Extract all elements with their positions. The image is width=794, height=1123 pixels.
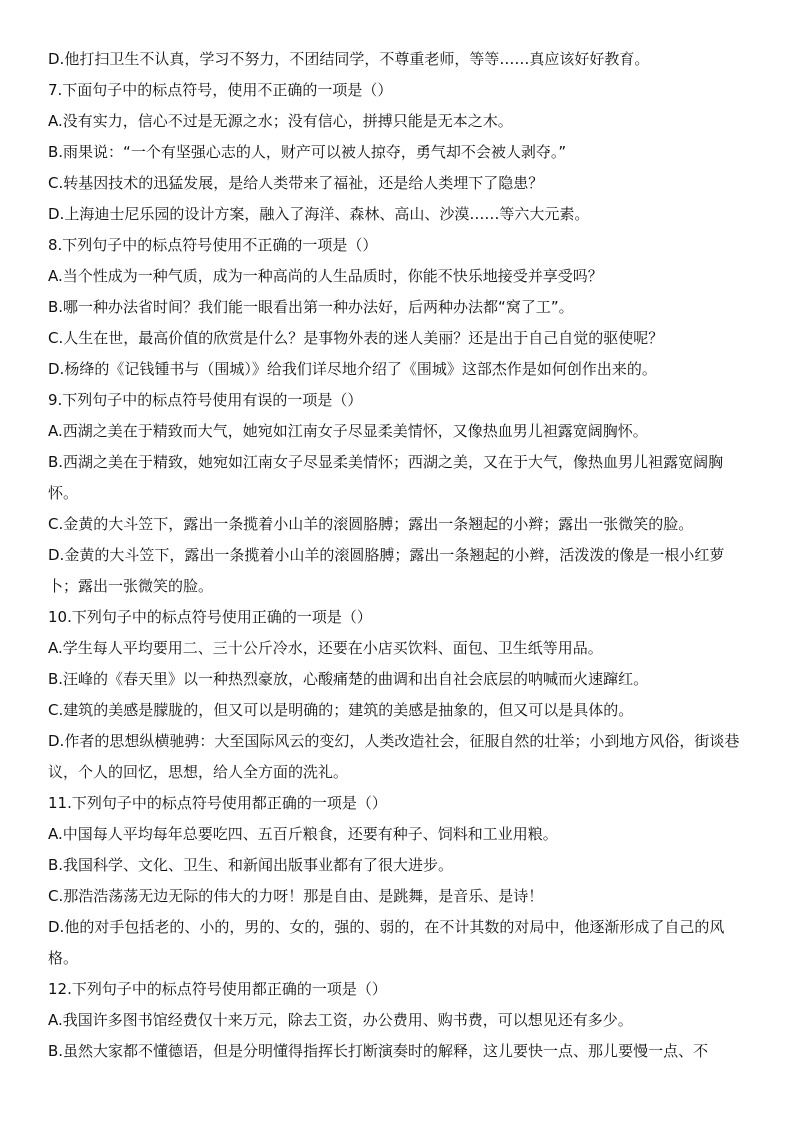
option-d-line: D.他打扫卫生不认真，学习不努力，不团结同学，不尊重老师，等等……真应该好好教育。: [48, 50, 650, 68]
option-b: B.汪峰的《春天里》以一种热烈豪放，心酸痛楚的曲调和出自社会底层的呐喊而火速蹿红。: [48, 670, 649, 688]
option-a: A.中国每人平均每年总要吃四、五百斤粮食，还要有种子、饲料和工业用粮。: [48, 825, 558, 843]
option-c: C.金黄的大斗笠下，露出一条揽着小山羊的滚圆胳膊；露出一条翘起的小辫；露出一张微笑的脸。: [48, 515, 694, 533]
option-a: A.没有实力，信心不过是无源之水；没有信心，拼搏只能是无本之木。: [48, 112, 513, 130]
option-d: D.杨绛的《记钱锺书与（围城）》给我们详尽地介绍了《围城》这部杰作是如何创作出来的。: [48, 360, 657, 378]
option-b: B.雨果说：“一个有坚强心志的人，财产可以被人掠夺，勇气却不会被人剥夺。”: [48, 143, 567, 161]
option-d: D.上海迪士尼乐园的设计方案，融入了海洋、森林、高山、沙漠……等六大元素。: [48, 205, 590, 223]
option-b: B.我国科学、文化、卫生、和新闻出版事业都有了很大进步。: [48, 856, 454, 874]
question-7: 7.下面句子中的标点符号，使用不正确的一项是（）: [48, 81, 393, 99]
option-d: D.金黄的大斗笠下，露出一条揽着小山羊的滚圆胳膊；露出一条翘起的小辫，活泼泼的像是一根小红萝卜；露出一张微笑的脸。: [48, 546, 725, 595]
option-c: C.建筑的美感是朦胧的，但又可以是明确的；建筑的美感是抽象的，但又可以是具体的。: [48, 701, 634, 719]
option-c: C.人生在世，最高价值的欣赏是什么？是事物外表的迷人美丽？还是出于自己自觉的驱使呢？: [48, 329, 664, 347]
option-c: C.转基因技术的迅猛发展，是给人类带来了福祉，还是给人类埋下了隐患？: [48, 174, 544, 192]
option-a: A.西湖之美在于精致而大气，她宛如江南女子尽显柔美情怀，又像热血男儿袒露宽阔胸怀。: [48, 422, 648, 440]
question-8: 8.下列句子中的标点符号使用不正确的一项是（）: [48, 236, 378, 254]
option-d: D.他的对手包括老的、小的，男的、女的，强的、弱的，在不计其数的对局中，他逐渐形成了自己的风格。: [48, 918, 725, 967]
question-10: 10.下列句子中的标点符号使用正确的一项是（）: [48, 608, 372, 626]
option-b: B.哪一种办法省时间？我们能一眼看出第一种办法好，后两种办法都“窝了工”。: [48, 298, 574, 316]
question-9: 9.下列句子中的标点符号使用有误的一项是（）: [48, 391, 363, 409]
option-a: A.学生每人平均要用二、三十公斤冷水，还要在小店买饮料、面包、卫生纸等用品。: [48, 639, 603, 657]
question-12: 12.下列句子中的标点符号使用都正确的一项是（）: [48, 980, 387, 998]
option-c: C.那浩浩荡荡无边无际的伟大的力呀！那是自由、是跳舞，是音乐、是诗！: [48, 887, 544, 905]
option-d: D.作者的思想纵横驰骋：大至国际风云的变幻，人类改造社会，征服自然的壮举；小到地方风俗，街谈巷议，个人的回忆，思想，给人全方面的洗礼。: [48, 732, 740, 781]
option-a: A.当个性成为一种气质，成为一种高尚的人生品质时，你能不快乐地接受并享受吗？: [48, 267, 603, 285]
option-a: A.我国许多图书馆经费仅十来万元，除去工资，办公费用、购书费，可以想见还有多少。: [48, 1011, 633, 1029]
option-b: B.虽然大家都不懂德语，但是分明懂得指挥长打断演奏时的解释，这儿要快一点、那儿要慢一点、不: [48, 1042, 709, 1060]
option-b: B.西湖之美在于精致，她宛如江南女子尽显柔美情怀；西湖之美，又在于大气，像热血男儿袒露宽阔胸怀。: [48, 453, 724, 502]
question-11: 11.下列句子中的标点符号使用都正确的一项是（）: [48, 794, 387, 812]
